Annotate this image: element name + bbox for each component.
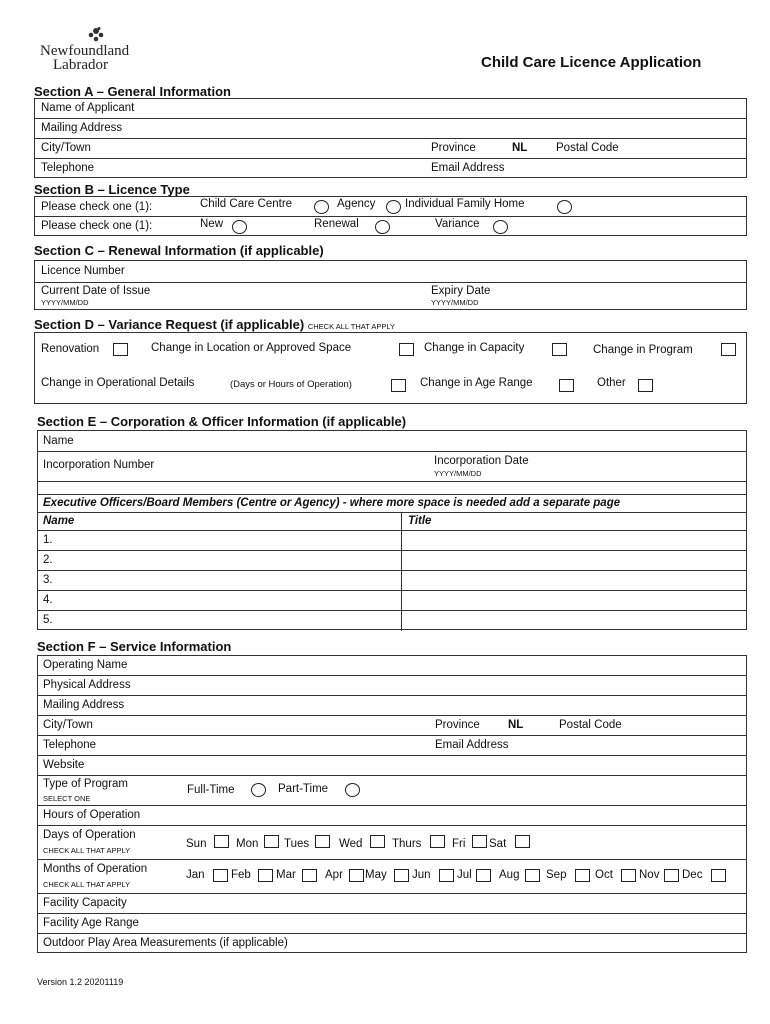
change-location-checkbox[interactable] — [399, 343, 414, 356]
corporation-name-row[interactable] — [38, 431, 746, 452]
month-jan-label: Jan — [186, 869, 205, 881]
service-telephone-row[interactable] — [38, 736, 746, 756]
month-aug-label: Aug — [499, 869, 520, 881]
website-row[interactable] — [38, 756, 746, 776]
incorporation-date-label: Incorporation Date — [434, 455, 529, 467]
physical-address-row[interactable] — [38, 676, 746, 696]
month-mar-checkbox[interactable] — [302, 869, 317, 882]
month-jan-checkbox[interactable] — [213, 869, 228, 882]
logo — [40, 26, 150, 74]
applicant-name-row[interactable] — [35, 99, 746, 119]
officer-row-number: 3. — [43, 574, 53, 586]
month-jul-checkbox[interactable] — [476, 869, 491, 882]
part-time-radio[interactable] — [345, 783, 360, 797]
hours-label: Hours of Operation — [43, 809, 141, 821]
city-row[interactable] — [35, 139, 746, 159]
change-program-checkbox[interactable] — [721, 343, 736, 356]
officer-row-4[interactable] — [38, 591, 746, 611]
licence-number-row[interactable] — [35, 261, 746, 283]
city-label: City/Town — [41, 142, 91, 154]
page-title: Child Care Licence Application — [481, 54, 702, 71]
section-c-table — [34, 260, 747, 310]
officers-columns-row — [38, 513, 746, 531]
day-wed-checkbox[interactable] — [370, 835, 385, 848]
month-jul-label: Jul — [457, 869, 472, 881]
date-of-issue-format: YYYY/MM/DD — [41, 298, 89, 307]
section-d-heading-text: Section D – Variance Request (if applicable) — [34, 317, 305, 332]
section-a-heading: Section A – General Information — [34, 84, 231, 99]
service-province-value: NL — [508, 719, 524, 731]
part-time-label: Part-Time — [278, 783, 329, 795]
days-row — [38, 826, 746, 860]
officer-name-column: Name — [43, 515, 75, 527]
licence-type-row-1 — [35, 197, 746, 217]
service-mailing-label: Mailing Address — [43, 699, 125, 711]
month-sep-label: Sep — [546, 869, 567, 881]
check-one-label-2: Please check one (1): — [41, 220, 153, 232]
officer-row-5[interactable] — [38, 611, 746, 631]
day-fri-checkbox[interactable] — [472, 835, 487, 848]
renovation-label: Renovation — [41, 343, 100, 355]
mailing-address-row[interactable] — [35, 119, 746, 139]
service-email-label: Email Address — [435, 739, 509, 751]
months-note: CHECK ALL THAT APPLY — [43, 880, 131, 889]
months-label: Months of Operation — [43, 863, 148, 875]
month-feb-label: Feb — [231, 869, 251, 881]
officer-row-number: 1. — [43, 534, 53, 546]
individual-family-home-radio[interactable] — [557, 200, 572, 214]
incorporation-date-format: YYYY/MM/DD — [434, 469, 482, 478]
day-thurs-checkbox[interactable] — [430, 835, 445, 848]
program-type-row — [38, 776, 746, 806]
months-row — [38, 860, 746, 894]
renewal-radio[interactable] — [375, 220, 390, 234]
logo-line-2: Labrador — [53, 57, 108, 73]
facility-age-range-label: Facility Age Range — [43, 917, 139, 929]
pitcher-plant-logo-icon — [86, 26, 106, 44]
day-sun-checkbox[interactable] — [214, 835, 229, 848]
days-label: Days of Operation — [43, 829, 136, 841]
month-dec-label: Dec — [682, 869, 703, 881]
section-d-note: CHECK ALL THAT APPLY — [307, 322, 395, 331]
date-of-issue-label: Current Date of Issue — [41, 285, 151, 297]
child-care-centre-radio[interactable] — [314, 200, 329, 214]
operating-name-row[interactable] — [38, 656, 746, 676]
month-may-checkbox[interactable] — [394, 869, 409, 882]
section-a-table — [34, 98, 747, 178]
facility-capacity-label: Facility Capacity — [43, 897, 127, 909]
change-operational-label: Change in Operational Details — [41, 377, 195, 389]
change-program-label: Change in Program — [593, 344, 693, 356]
day-tues-checkbox[interactable] — [315, 835, 330, 848]
officers-heading: Executive Officers/Board Members (Centre or Agency) - where more space is needed add a separate page — [43, 497, 621, 509]
facility-capacity-row[interactable] — [38, 894, 746, 914]
agency-label: Agency — [337, 198, 376, 210]
section-c-heading: Section C – Renewal Information (if applicable) — [34, 243, 324, 258]
service-city-label: City/Town — [43, 719, 93, 731]
month-jun-label: Jun — [412, 869, 431, 881]
child-care-centre-label: Child Care Centre — [200, 198, 293, 210]
licence-type-row-2 — [35, 217, 746, 237]
service-city-row[interactable] — [38, 716, 746, 736]
program-type-label: Type of Program — [43, 778, 129, 790]
other-label: Other — [597, 377, 626, 389]
change-capacity-label: Change in Capacity — [424, 342, 525, 354]
officer-row-1[interactable] — [38, 531, 746, 551]
section-e-heading: Section E – Corporation & Officer Information (if applicable) — [37, 414, 407, 429]
officer-row-2[interactable] — [38, 551, 746, 571]
new-radio[interactable] — [232, 220, 247, 234]
agency-radio[interactable] — [386, 200, 401, 214]
mailing-address-label: Mailing Address — [41, 122, 123, 134]
month-apr-checkbox[interactable] — [349, 869, 364, 882]
change-age-range-label: Change in Age Range — [420, 377, 533, 389]
telephone-row[interactable] — [35, 159, 746, 179]
month-feb-checkbox[interactable] — [258, 869, 273, 882]
outdoor-play-row[interactable] — [38, 934, 746, 954]
officers-heading-row — [38, 495, 746, 513]
officer-row-number: 4. — [43, 594, 53, 606]
incorporation-number-label: Incorporation Number — [43, 459, 155, 471]
days-note: CHECK ALL THAT APPLY — [43, 846, 131, 855]
full-time-label: Full-Time — [187, 784, 235, 796]
officers-spacer-row — [38, 482, 746, 495]
day-sat-label: Sat — [489, 838, 507, 850]
officer-title-column: Title — [408, 515, 432, 527]
officer-row-number: 2. — [43, 554, 53, 566]
service-telephone-label: Telephone — [43, 739, 97, 751]
change-age-range-checkbox[interactable] — [559, 379, 574, 392]
change-operational-note: (Days or Hours of Operation) — [230, 379, 352, 390]
month-oct-label: Oct — [595, 869, 613, 881]
month-apr-label: Apr — [325, 869, 343, 881]
month-oct-checkbox[interactable] — [621, 869, 636, 882]
day-thurs-label: Thurs — [392, 838, 422, 850]
service-province-label: Province — [435, 719, 480, 731]
day-sat-checkbox[interactable] — [515, 835, 530, 848]
other-checkbox[interactable] — [638, 379, 653, 392]
outdoor-play-label: Outdoor Play Area Measurements (if applicable) — [43, 937, 288, 949]
version-footer: Version 1.2 20201119 — [37, 977, 124, 987]
officer-row-3[interactable] — [38, 571, 746, 591]
expiry-date-label: Expiry Date — [431, 285, 491, 297]
licence-number-label: Licence Number — [41, 265, 125, 277]
officer-row-number: 5. — [43, 614, 53, 626]
month-sep-checkbox[interactable] — [575, 869, 590, 882]
day-wed-label: Wed — [339, 838, 363, 850]
check-one-label-1: Please check one (1): — [41, 201, 153, 213]
service-mailing-row[interactable] — [38, 696, 746, 716]
individual-family-home-label: Individual Family Home — [405, 198, 525, 210]
day-tues-label: Tues — [284, 838, 310, 850]
section-b-heading: Section B – Licence Type — [34, 182, 190, 197]
physical-address-label: Physical Address — [43, 679, 131, 691]
section-f-heading: Section F – Service Information — [37, 639, 232, 654]
renovation-checkbox[interactable] — [113, 343, 128, 356]
logo-line-1: Newfoundland — [40, 43, 130, 59]
program-type-note: SELECT ONE — [43, 794, 91, 803]
month-mar-label: Mar — [276, 869, 296, 881]
section-d-heading — [34, 317, 395, 332]
month-dec-checkbox[interactable] — [711, 869, 726, 882]
email-label: Email Address — [431, 162, 505, 174]
province-value: NL — [512, 142, 528, 154]
variance-label: Variance — [435, 218, 480, 230]
postal-code-label: Postal Code — [556, 142, 619, 154]
section-e-table — [37, 430, 747, 630]
month-nov-checkbox[interactable] — [664, 869, 679, 882]
operating-name-label: Operating Name — [43, 659, 128, 671]
incorporation-row[interactable] — [38, 452, 746, 482]
section-d-table — [34, 332, 747, 404]
hours-row[interactable] — [38, 806, 746, 826]
change-location-label: Change in Location or Approved Space — [151, 342, 352, 354]
month-aug-checkbox[interactable] — [525, 869, 540, 882]
day-fri-label: Fri — [452, 838, 466, 850]
month-nov-label: Nov — [639, 869, 660, 881]
section-b-table — [34, 196, 747, 236]
section-f-table — [37, 655, 747, 953]
expiry-date-format: YYYY/MM/DD — [431, 298, 479, 307]
change-capacity-checkbox[interactable] — [552, 343, 567, 356]
telephone-label: Telephone — [41, 162, 95, 174]
month-jun-checkbox[interactable] — [439, 869, 454, 882]
service-postal-label: Postal Code — [559, 719, 622, 731]
province-label: Province — [431, 142, 476, 154]
change-operational-checkbox[interactable] — [391, 379, 406, 392]
facility-age-range-row[interactable] — [38, 914, 746, 934]
renewal-label: Renewal — [314, 218, 359, 230]
month-may-label: May — [365, 869, 387, 881]
applicant-name-label: Name of Applicant — [41, 102, 135, 114]
day-mon-checkbox[interactable] — [264, 835, 279, 848]
day-sun-label: Sun — [186, 838, 207, 850]
variance-radio[interactable] — [493, 220, 508, 234]
dates-row[interactable] — [35, 283, 746, 311]
day-mon-label: Mon — [236, 838, 259, 850]
new-label: New — [200, 218, 224, 230]
corporation-name-label: Name — [43, 435, 74, 447]
full-time-radio[interactable] — [251, 783, 266, 797]
website-label: Website — [43, 759, 85, 771]
